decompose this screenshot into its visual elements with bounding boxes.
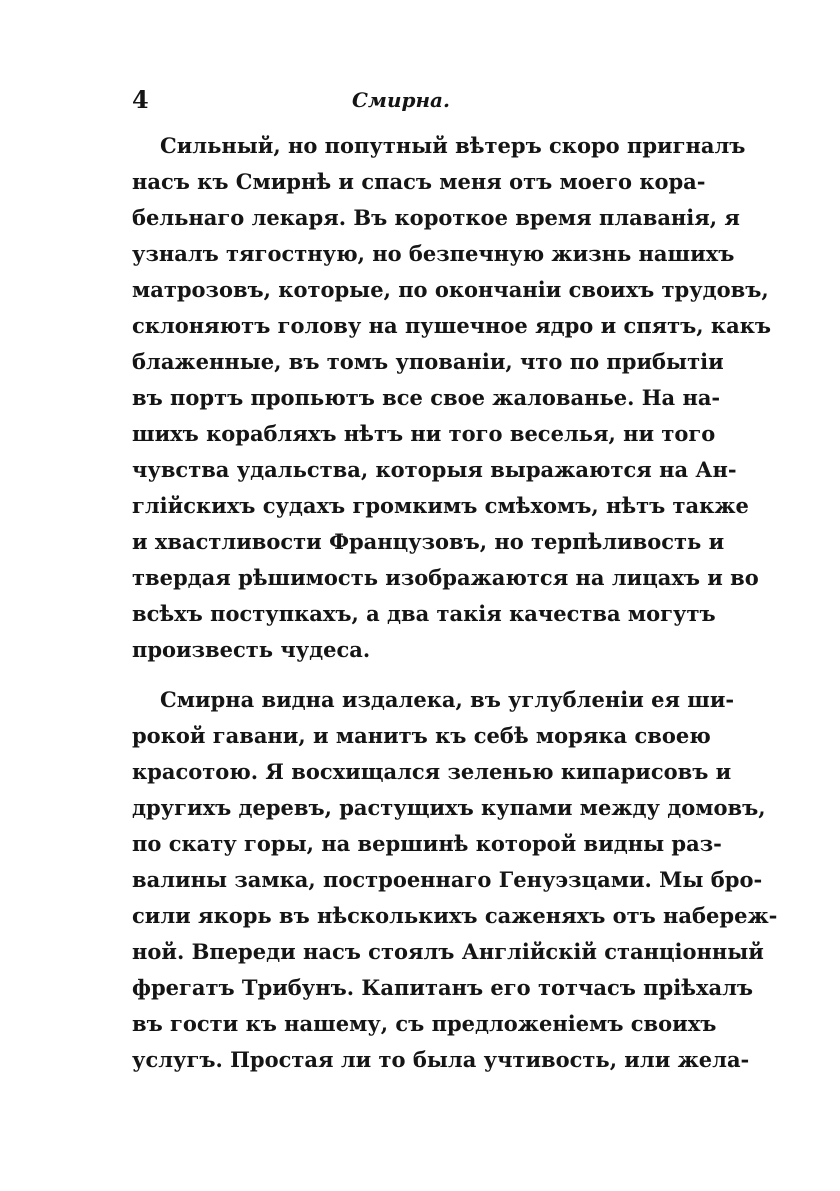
text-line: валины замка, построеннаго Генуэзцами. Мы бро-: [132, 867, 763, 892]
text-line: фрегатъ Трибунъ. Капитанъ его тотчасъ пріѣхалъ: [132, 975, 753, 1000]
text-line: въ гости къ нашему, съ предложеніемъ своихъ: [132, 1011, 717, 1036]
text-line: другихъ деревъ, растущихъ купами между домовъ,: [132, 795, 766, 820]
paragraph-1: [132, 128, 771, 668]
paragraph-2: [132, 682, 778, 1078]
paragraph-spacer: [132, 668, 670, 682]
text-line: Смирна видна издалека, въ углубленіи ея ши-: [160, 687, 735, 712]
text-line: узналъ тягостную, но безпечную жизнь нашихъ: [132, 241, 735, 266]
text-line: шихъ корабляхъ нѣтъ ни того веселья, ни того: [132, 421, 716, 446]
text-line: бельнаго лекаря. Въ короткое время плаванія, я: [132, 205, 740, 230]
text-line: услугъ. Простая ли то была учтивость, или жела-: [132, 1047, 750, 1072]
text-line: по скату горы, на вершинѣ которой видны раз-: [132, 831, 722, 856]
text-line: глійскихъ судахъ громкимъ смѣхомъ, нѣтъ также: [132, 493, 749, 518]
text-line: и хвастливости Французовъ, но терпѣливость и: [132, 529, 725, 554]
text-line: блаженные, въ томъ упованіи, что по прибытіи: [132, 349, 724, 374]
text-line: матрозовъ, которые, по окончаніи своихъ трудовъ,: [132, 277, 769, 302]
text-line: чувства удальства, которыя выражаются на Ан-: [132, 457, 737, 482]
text-line: красотою. Я восхищался зеленью кипарисовъ и: [132, 759, 732, 784]
text-line: Сильный, но попутный вѣтеръ скоро пригналъ: [160, 133, 746, 158]
body-text: [132, 128, 778, 1078]
text-line: сили якорь въ нѣсколькихъ саженяхъ отъ набереж-: [132, 903, 778, 928]
text-line: насъ къ Смирнѣ и спасъ меня отъ моего кора-: [132, 169, 706, 194]
page-number: 4: [132, 85, 149, 114]
text-line: рокой гавани, и манитъ къ себѣ моряка своею: [132, 723, 711, 748]
page-header: [132, 84, 670, 116]
text-line: всѣхъ поступкахъ, а два такія качества могутъ: [132, 601, 716, 626]
text-line: твердая рѣшимость изображаются на лицахъ и во: [132, 565, 759, 590]
text-line: ной. Впереди насъ стоялъ Англійскій станціонный: [132, 939, 764, 964]
text-line: произвесть чудеса.: [132, 637, 371, 662]
text-line: въ портъ пропьютъ все свое жалованье. На на-: [132, 385, 721, 410]
text-line: склоняютъ голову на пушечное ядро и спятъ, какъ: [132, 313, 771, 338]
running-title: Смирна.: [352, 88, 450, 112]
